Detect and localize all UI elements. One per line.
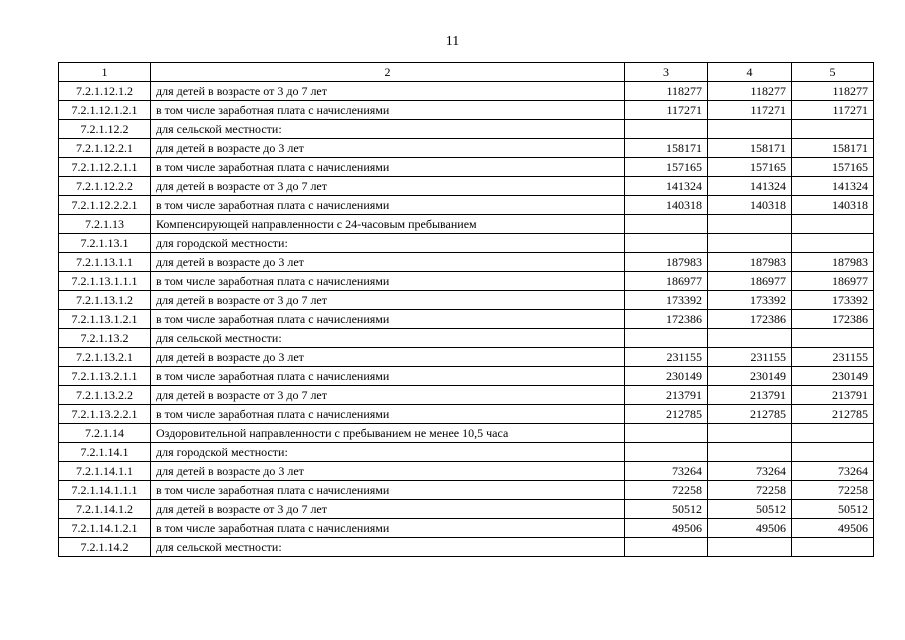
row-value-col3 [625,120,708,139]
table-row [59,272,874,291]
row-code: 7.2.1.12.2.2.1 [59,196,151,215]
row-value-col4: 158171 [708,139,792,158]
header-col-4: 4 [708,63,792,82]
row-description: Оздоровительной направленности с пребыванием не менее 10,5 часа [151,424,625,443]
row-value-col4: 49506 [708,519,792,538]
table-row [59,253,874,272]
table-row [59,291,874,310]
row-value-col4 [708,329,792,348]
row-value-col5 [792,329,874,348]
row-value-col5: 187983 [792,253,874,272]
row-description: для детей в возрасте от 3 до 7 лет [151,291,625,310]
row-value-col3 [625,215,708,234]
row-value-col5: 50512 [792,500,874,519]
row-description: для детей в возрасте до 3 лет [151,462,625,481]
header-col-3: 3 [625,63,708,82]
row-value-col4 [708,538,792,557]
table-row [59,177,874,196]
row-code: 7.2.1.14.1.2 [59,500,151,519]
row-value-col5: 231155 [792,348,874,367]
row-value-col3: 158171 [625,139,708,158]
row-code: 7.2.1.12.2.1 [59,139,151,158]
row-value-col4: 140318 [708,196,792,215]
row-description: в том числе заработная плата с начислениями [151,158,625,177]
row-value-col3: 157165 [625,158,708,177]
row-value-col4 [708,234,792,253]
table-row [59,139,874,158]
row-code: 7.2.1.13.2.1.1 [59,367,151,386]
row-value-col5: 158171 [792,139,874,158]
table-row [59,443,874,462]
table-header-row [59,63,874,82]
row-value-col3: 230149 [625,367,708,386]
row-value-col3: 186977 [625,272,708,291]
row-code: 7.2.1.14.1.1.1 [59,481,151,500]
header-col-5: 5 [792,63,874,82]
table-row [59,367,874,386]
row-value-col3: 173392 [625,291,708,310]
table-row [59,462,874,481]
row-value-col5: 49506 [792,519,874,538]
data-table [58,62,874,557]
row-value-col5: 212785 [792,405,874,424]
table-row [59,329,874,348]
header-col-2: 2 [151,63,625,82]
row-value-col4: 231155 [708,348,792,367]
row-code: 7.2.1.14.1 [59,443,151,462]
row-code: 7.2.1.14.1.2.1 [59,519,151,538]
row-value-col3: 49506 [625,519,708,538]
row-description: для городской местности: [151,443,625,462]
row-value-col3 [625,234,708,253]
row-description: для детей в возрасте от 3 до 7 лет [151,500,625,519]
row-value-col3: 140318 [625,196,708,215]
row-description: для сельской местности: [151,538,625,557]
row-value-col5 [792,120,874,139]
row-value-col3 [625,538,708,557]
row-value-col5: 173392 [792,291,874,310]
table-row [59,538,874,557]
row-code: 7.2.1.13.2.1 [59,348,151,367]
row-description: в том числе заработная плата с начислениями [151,481,625,500]
row-value-col5: 140318 [792,196,874,215]
table-row [59,196,874,215]
row-value-col4: 173392 [708,291,792,310]
table-row [59,158,874,177]
row-description: в том числе заработная плата с начислениями [151,405,625,424]
row-value-col4: 157165 [708,158,792,177]
row-value-col5 [792,234,874,253]
row-description: для детей в возрасте от 3 до 7 лет [151,82,625,101]
row-value-col3: 73264 [625,462,708,481]
row-description: в том числе заработная плата с начислениями [151,101,625,120]
table-row [59,120,874,139]
row-value-col4 [708,424,792,443]
row-value-col5: 73264 [792,462,874,481]
row-value-col4 [708,215,792,234]
row-code: 7.2.1.13.1.1 [59,253,151,272]
row-value-col4: 213791 [708,386,792,405]
row-code: 7.2.1.12.2 [59,120,151,139]
row-description: в том числе заработная плата с начислениями [151,196,625,215]
row-value-col4 [708,443,792,462]
row-code: 7.2.1.13.1.2.1 [59,310,151,329]
row-value-col3: 231155 [625,348,708,367]
table-row [59,215,874,234]
row-code: 7.2.1.13.2.2 [59,386,151,405]
row-value-col5 [792,443,874,462]
table-row [59,405,874,424]
row-code: 7.2.1.14.2 [59,538,151,557]
row-value-col3: 117271 [625,101,708,120]
row-value-col4: 118277 [708,82,792,101]
row-value-col4: 230149 [708,367,792,386]
row-value-col5: 117271 [792,101,874,120]
table-body [59,63,874,557]
row-value-col5: 157165 [792,158,874,177]
row-value-col5: 230149 [792,367,874,386]
table-row [59,101,874,120]
row-value-col5 [792,215,874,234]
table-row [59,310,874,329]
row-description: для детей в возрасте от 3 до 7 лет [151,386,625,405]
row-code: 7.2.1.12.1.2.1 [59,101,151,120]
row-value-col4 [708,120,792,139]
row-code: 7.2.1.13.2 [59,329,151,348]
row-value-col4: 212785 [708,405,792,424]
row-description: для детей в возрасте до 3 лет [151,253,625,272]
row-value-col5 [792,538,874,557]
row-description: Компенсирующей направленности с 24-часовым пребыванием [151,215,625,234]
row-code: 7.2.1.13.1.1.1 [59,272,151,291]
row-code: 7.2.1.12.2.2 [59,177,151,196]
row-description: для детей в возрасте до 3 лет [151,348,625,367]
row-value-col4: 186977 [708,272,792,291]
row-value-col3: 72258 [625,481,708,500]
table-row [59,234,874,253]
row-code: 7.2.1.13.1.2 [59,291,151,310]
row-description: в том числе заработная плата с начислениями [151,310,625,329]
row-value-col5: 118277 [792,82,874,101]
row-value-col5: 186977 [792,272,874,291]
row-code: 7.2.1.13.2.2.1 [59,405,151,424]
table-row [59,386,874,405]
row-value-col4: 141324 [708,177,792,196]
row-description: для городской местности: [151,234,625,253]
row-value-col3: 50512 [625,500,708,519]
row-description: для детей в возрасте до 3 лет [151,139,625,158]
row-code: 7.2.1.13 [59,215,151,234]
row-value-col3: 212785 [625,405,708,424]
header-col-1: 1 [59,63,151,82]
row-description: для сельской местности: [151,329,625,348]
row-code: 7.2.1.13.1 [59,234,151,253]
table-row [59,348,874,367]
row-value-col3: 141324 [625,177,708,196]
row-value-col3: 213791 [625,386,708,405]
table-row [59,481,874,500]
row-value-col5: 172386 [792,310,874,329]
row-description: в том числе заработная плата с начислениями [151,272,625,291]
table-row [59,82,874,101]
row-value-col4: 172386 [708,310,792,329]
row-code: 7.2.1.14 [59,424,151,443]
row-value-col4: 187983 [708,253,792,272]
table-row [59,424,874,443]
page-number: 11 [445,34,460,49]
row-value-col3: 118277 [625,82,708,101]
row-description: в том числе заработная плата с начислениями [151,367,625,386]
row-value-col4: 73264 [708,462,792,481]
row-value-col4: 72258 [708,481,792,500]
row-value-col3 [625,329,708,348]
row-value-col5: 213791 [792,386,874,405]
table-row [59,519,874,538]
row-description: для детей в возрасте от 3 до 7 лет [151,177,625,196]
row-value-col5: 72258 [792,481,874,500]
row-description: для сельской местности: [151,120,625,139]
row-value-col3 [625,424,708,443]
row-description: в том числе заработная плата с начислениями [151,519,625,538]
table-row [59,500,874,519]
row-value-col3: 187983 [625,253,708,272]
row-code: 7.2.1.12.1.2 [59,82,151,101]
row-value-col4: 117271 [708,101,792,120]
row-value-col5: 141324 [792,177,874,196]
row-value-col3: 172386 [625,310,708,329]
row-value-col4: 50512 [708,500,792,519]
row-code: 7.2.1.14.1.1 [59,462,151,481]
row-value-col5 [792,424,874,443]
row-value-col3 [625,443,708,462]
row-code: 7.2.1.12.2.1.1 [59,158,151,177]
